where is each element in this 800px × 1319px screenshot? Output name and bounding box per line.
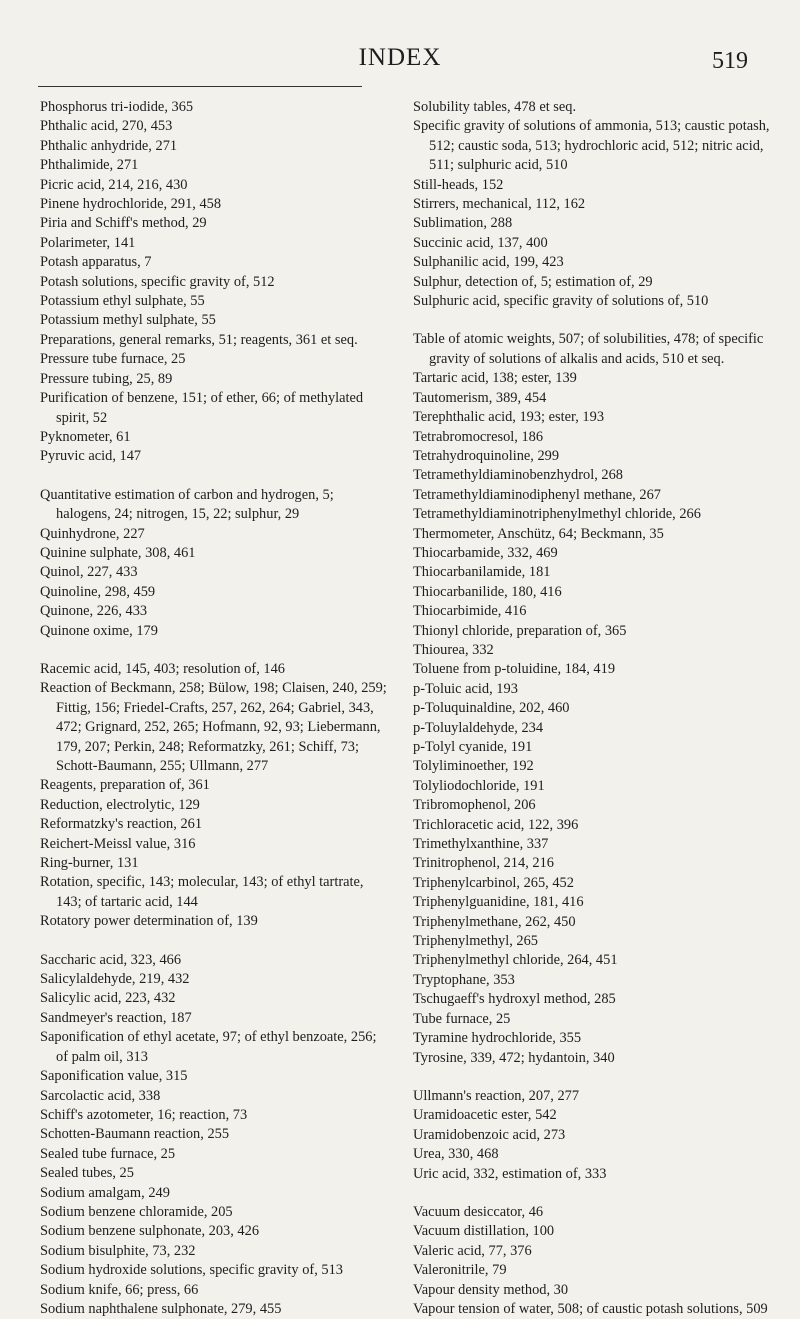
index-entry: Reduction, electrolytic, 129 [40, 796, 200, 813]
index-entry: Thermometer, Anschütz, 64; Beckmann, 35 [413, 525, 664, 542]
index-entry: Pressure tubing, 25, 89 [40, 370, 173, 387]
index-entry: Sulphanilic acid, 199, 423 [413, 254, 564, 271]
section-gap [413, 311, 773, 330]
index-entry: Sulphuric acid, specific gravity of solutions of, 510 [413, 293, 709, 310]
index-entry: Quinine sulphate, 308, 461 [40, 544, 196, 561]
index-entry: Sodium amalgam, 249 [40, 1184, 170, 1201]
index-entry: Thionyl chloride, preparation of, 365 [413, 622, 627, 639]
page-number: 519 [712, 48, 748, 74]
index-entry: Sodium benzene chloramide, 205 [40, 1203, 233, 1220]
index-entry: Thiocarbamide, 332, 469 [413, 544, 558, 561]
index-entry: Quinhydrone, 227 [40, 525, 145, 542]
index-entry: Saccharic acid, 323, 466 [40, 951, 182, 968]
index-entry: Phosphorus tri-iodide, 365 [40, 99, 194, 115]
index-column-left [40, 98, 390, 1319]
index-entry: Triphenylmethane, 262, 450 [413, 913, 576, 930]
index-entry: Pressure tube furnace, 25 [40, 351, 186, 368]
index-entry: Quinoline, 298, 459 [40, 583, 156, 600]
index-entry: Sodium bisulphite, 73, 232 [40, 1242, 196, 1259]
index-entry: Rotation, specific, 143; molecular, 143; of ethyl tartrate, 143; of tartaric acid, 144 [40, 874, 364, 910]
index-entry: Tetramethyldiaminodiphenyl methane, 267 [413, 486, 661, 503]
index-entry: Trichloracetic acid, 122, 396 [413, 816, 579, 833]
index-entry: Urea, 330, 468 [413, 1146, 499, 1163]
index-entry: Tolyliminoether, 192 [413, 758, 534, 775]
section-gap [40, 932, 390, 951]
index-entry: Reagents, preparation of, 361 [40, 777, 210, 794]
index-entry: Tyramine hydrochloride, 355 [413, 1030, 582, 1047]
index-entry: Valeronitrile, 79 [413, 1262, 507, 1279]
index-column-right [413, 98, 773, 1319]
index-entry: Triphenylmethyl chloride, 264, 451 [413, 952, 618, 969]
index-entry: Uramidobenzoic acid, 273 [413, 1126, 566, 1143]
index-entry: Phthalic anhydride, 271 [40, 137, 178, 154]
index-entry: Stirrers, mechanical, 112, 162 [413, 196, 586, 213]
index-entry: Valeric acid, 77, 376 [413, 1242, 532, 1259]
page-header [0, 44, 800, 84]
index-entry: Trinitrophenol, 214, 216 [413, 855, 554, 872]
index-entry: Specific gravity of solutions of ammonia, 513; caustic potash, 512; caustic soda, 513; hydrochloric acid, 512; nitric acid, 511; sulphuric acid, 510 [413, 118, 770, 174]
index-entry: Toluene from p-toluidine, 184, 419 [413, 661, 616, 678]
index-entry: Tyrosine, 339, 472; hydantoin, 340 [413, 1049, 615, 1066]
index-entry: Reichert-Meissl value, 316 [40, 835, 196, 852]
index-entry: Pinene hydrochloride, 291, 458 [40, 196, 222, 213]
index-entry: Tetrahydroquinoline, 299 [413, 447, 560, 464]
index-entry: Tschugaeff's hydroxyl method, 285 [413, 991, 616, 1008]
page-title: INDEX [358, 44, 442, 71]
index-entry: Pyruvic acid, 147 [40, 448, 142, 465]
index-entry: p-Toluquinaldine, 202, 460 [413, 700, 570, 717]
index-entry: Tribromophenol, 206 [413, 797, 536, 814]
index-entry: Saponification value, 315 [40, 1068, 188, 1085]
index-entry: Rotatory power determination of, 139 [40, 913, 258, 930]
index-entry: Quinone oxime, 179 [40, 622, 158, 639]
index-entry: Potassium ethyl sulphate, 55 [40, 293, 205, 310]
index-entry: Reaction of Beckmann, 258; Bülow, 198; Claisen, 240, 259; Fittig, 156; Friedel-Crafts, 257, 262, 264; Gabriel, 343, 472; Grignard, 252, 265; Hofmann, 92, 93; Liebermann, 179, 207; Perkin, 248; Reformatzky, 261; Schiff, 73; Schott-Baumann, 255; Ullmann, 277 [40, 680, 387, 774]
index-entry: Thiocarbimide, 416 [413, 603, 527, 620]
index-entry: Quinol, 227, 433 [40, 564, 138, 581]
index-entry: Potassium methyl sulphate, 55 [40, 312, 216, 329]
index-entry: Saponification of ethyl acetate, 97; of ethyl benzoate, 256; of palm oil, 313 [40, 1029, 377, 1065]
section-gap [413, 1184, 773, 1203]
header-rule [38, 86, 362, 87]
section-gap [40, 641, 390, 660]
index-entry: Polarimeter, 141 [40, 234, 136, 251]
index-entry: Phthalimide, 271 [40, 157, 139, 174]
index-entry: Salicylaldehyde, 219, 432 [40, 971, 190, 988]
index-entry: Sodium hydroxide solutions, specific gravity of, 513 [40, 1262, 343, 1279]
index-entry: Solubility tables, 478 et seq. [413, 99, 577, 115]
index-entry: Sandmeyer's reaction, 187 [40, 1009, 192, 1026]
index-entry: p-Tolyl cyanide, 191 [413, 739, 533, 755]
index-entry: Sealed tube furnace, 25 [40, 1145, 176, 1162]
index-entry: Table of atomic weights, 507; of solubilities, 478; of specific gravity of solutions of alkalis and acids, 510 et seq. [413, 331, 764, 367]
index-entry: Potash apparatus, 7 [40, 254, 152, 271]
index-entry: Phthalic acid, 270, 453 [40, 118, 173, 135]
index-entry: Tryptophane, 353 [413, 971, 515, 988]
index-entry: Trimethylxanthine, 337 [413, 836, 549, 853]
index-entry: Uramidoacetic ester, 542 [413, 1107, 557, 1124]
index-entry: Triphenylcarbinol, 265, 452 [413, 874, 574, 891]
index-entry: Potash solutions, specific gravity of, 512 [40, 273, 275, 290]
index-entry: Ullmann's reaction, 207, 277 [413, 1087, 580, 1104]
index-entry: Picric acid, 214, 216, 430 [40, 176, 188, 193]
index-entry: Quinone, 226, 433 [40, 603, 148, 620]
index-entry: Sublimation, 288 [413, 215, 513, 232]
index-entry: Thiocarbanilamide, 181 [413, 564, 551, 581]
index-entry: p-Toluic acid, 193 [413, 680, 518, 697]
index-entry: Vapour density method, 30 [413, 1281, 569, 1298]
index-entry: Sodium benzene sulphonate, 203, 426 [40, 1223, 260, 1240]
index-entry: Sodium knife, 66; press, 66 [40, 1281, 199, 1298]
index-entry: Tartaric acid, 138; ester, 139 [413, 370, 577, 387]
index-entry: Tube furnace, 25 [413, 1010, 511, 1027]
index-entry: Uric acid, 332, estimation of, 333 [413, 1165, 607, 1182]
index-entry: Sarcolactic acid, 338 [40, 1087, 161, 1104]
index-entry: Terephthalic acid, 193; ester, 193 [413, 409, 605, 426]
index-entry: Still-heads, 152 [413, 176, 504, 193]
index-entry: Tautomerism, 389, 454 [413, 389, 547, 406]
index-entry: Tetramethyldiaminobenzhydrol, 268 [413, 467, 623, 484]
section-gap [413, 1068, 773, 1087]
index-entry: Racemic acid, 145, 403; resolution of, 146 [40, 660, 285, 677]
index-entry: Schotten-Baumann reaction, 255 [40, 1126, 230, 1143]
index-entry: Pyknometer, 61 [40, 428, 131, 445]
index-entry: Thiourea, 332 [413, 641, 494, 658]
section-gap [40, 467, 390, 486]
index-entry: Sealed tubes, 25 [40, 1165, 134, 1182]
index-entry: Succinic acid, 137, 400 [413, 234, 548, 251]
index-entry: Sodium naphthalene sulphonate, 279, 455 [40, 1300, 282, 1317]
index-entry: Piria and Schiff's method, 29 [40, 215, 207, 232]
index-entry: Vacuum distillation, 100 [413, 1223, 555, 1240]
index-entry: Preparations, general remarks, 51; reagents, 361 et seq. [40, 331, 358, 348]
index-entry: p-Toluylaldehyde, 234 [413, 719, 544, 736]
index-entry: Ring-burner, 131 [40, 855, 139, 872]
index-entry: Quantitative estimation of carbon and hydrogen, 5; halogens, 24; nitrogen, 15, 22; sulphur, 29 [40, 486, 334, 523]
index-entry: Tetramethyldiaminotriphenylmethyl chloride, 266 [413, 506, 701, 523]
index-entry: Sulphur, detection of, 5; estimation of, 29 [413, 273, 653, 290]
index-entry: Triphenylguanidine, 181, 416 [413, 894, 584, 911]
index-entry: Tetrabromocresol, 186 [413, 428, 544, 445]
index-entry: Vapour tension of water, 508; of caustic potash solutions, 509 [413, 1300, 768, 1317]
index-entry: Schiff's azotometer, 16; reaction, 73 [40, 1106, 248, 1123]
index-entry: Thiocarbanilide, 180, 416 [413, 583, 562, 600]
index-entry: Reformatzky's reaction, 261 [40, 816, 203, 833]
index-entry: Triphenylmethyl, 265 [413, 933, 538, 950]
index-entry: Purification of benzene, 151; of ether, 66; of methylated spirit, 52 [40, 390, 364, 426]
index-entry: Vacuum desiccator, 46 [413, 1203, 544, 1220]
index-entry: Salicylic acid, 223, 432 [40, 990, 176, 1007]
index-entry: Tolyliodochloride, 191 [413, 777, 545, 794]
